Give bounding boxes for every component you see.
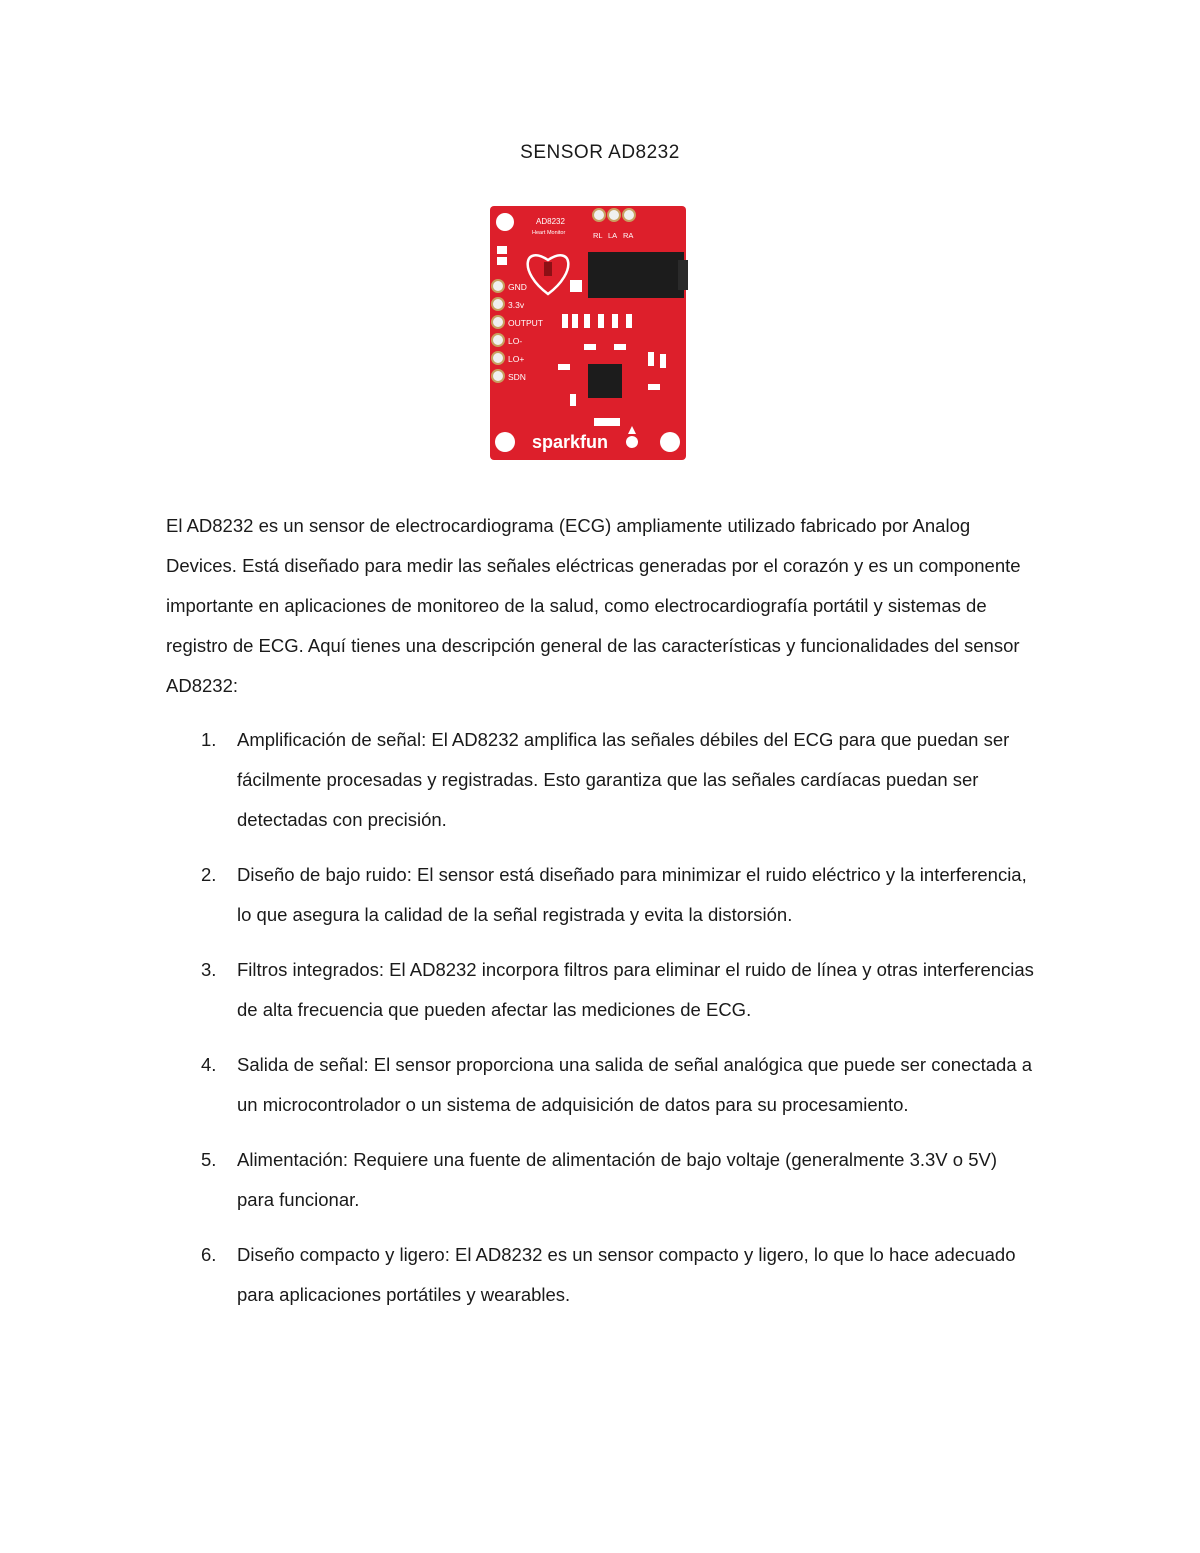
smd-resistor: [648, 352, 654, 366]
audio-jack-plug: [678, 260, 688, 290]
board-pcb: [490, 206, 686, 460]
pin-ra-pad: [623, 209, 635, 221]
features-list: [166, 720, 1036, 1330]
pin-pad-lo-plus: [492, 352, 504, 364]
pin-rl-pad: [593, 209, 605, 221]
list-item-text: Alimentación: Requiere una fuente de alimentación de bajo voltaje (generalmente 3.3V o 5V) para funcionar.: [237, 1149, 998, 1210]
smd-resistor: [562, 314, 568, 328]
pin-label-lo-minus: LO-: [508, 336, 523, 346]
board-chip-label: AD8232: [536, 217, 565, 226]
pin-pad-3v3: [492, 298, 504, 310]
pin-label-la: LA: [608, 231, 618, 240]
pin-label-rl: RL: [593, 231, 603, 240]
list-item: [166, 720, 1036, 840]
list-item-number: 5.: [201, 1149, 217, 1170]
list-item-text: Salida de señal: El sensor proporciona una salida de señal analógica que puede ser conectada a un microcontrolador o un sistema de adquisición de datos para su procesamiento.: [237, 1054, 1033, 1115]
board-subtitle-label: Heart Monitor: [532, 230, 566, 236]
pin-label-sdn: SDN: [508, 372, 526, 382]
list-item-number: 6.: [201, 1244, 217, 1265]
heart-led: [544, 262, 552, 276]
smd-resistor: [570, 394, 576, 406]
pin-label-ra: RA: [623, 231, 634, 240]
smd-resistor: [612, 314, 618, 328]
jack-marker: [570, 280, 582, 292]
pin-pad-output: [492, 316, 504, 328]
list-item: [166, 950, 1036, 1030]
smd-resistor: [598, 314, 604, 328]
pin-label-gnd: GND: [508, 282, 527, 292]
list-item-text: Diseño de bajo ruido: El sensor está diseñado para minimizar el ruido eléctrico y la interferencia, lo que asegura la calidad de la señal registrada y evita la distorsión.: [237, 864, 1027, 925]
list-item: [166, 1140, 1036, 1220]
list-item: [166, 1045, 1036, 1125]
pin-label-lo-plus: LO+: [508, 354, 525, 364]
pin-la-pad: [608, 209, 620, 221]
mount-hole: [660, 432, 680, 452]
mount-hole: [495, 432, 515, 452]
smd-capacitor: [558, 364, 570, 370]
list-item: [166, 855, 1036, 935]
smd-component: [594, 418, 620, 426]
list-item-number: 4.: [201, 1054, 217, 1075]
pin-label-output: OUTPUT: [508, 318, 543, 328]
list-item-text: Diseño compacto y ligero: El AD8232 es un sensor compacto y ligero, lo que lo hace adecuado para aplicaciones portátiles y wearables.: [237, 1244, 1016, 1305]
pin-pad-gnd: [492, 280, 504, 292]
list-item-number: 2.: [201, 864, 217, 885]
mount-hole: [496, 213, 514, 231]
document-title: SENSOR AD8232: [520, 142, 680, 163]
ad8232-ic-chip: [588, 364, 622, 398]
intro-paragraph: El AD8232 es un sensor de electrocardiograma (ECG) ampliamente utilizado fabricado por Analog Devices. Está diseñado para medir las señales eléctricas generadas por el corazón y es un componente importante en aplicaciones de monitoreo de la salud, como electrocardiografía portátil y sistemas de registro de ECG. Aquí tienes una descripción general de las características y funcionalidades del sensor AD8232:: [166, 515, 1021, 696]
smd-resistor: [572, 314, 578, 328]
list-item-number: 3.: [201, 959, 217, 980]
sparkfun-logo-text: sparkfun: [532, 432, 609, 452]
smd-resistor: [626, 314, 632, 328]
list-item-text: Amplificación de señal: El AD8232 amplifica las señales débiles del ECG para que puedan ser fácilmente procesadas y registradas. Esto garantiza que las señales cardíacas puedan ser detectadas con precisión.: [237, 729, 1010, 830]
pin-pad-lo-minus: [492, 334, 504, 346]
smd-capacitor: [614, 344, 626, 350]
smd-capacitor: [584, 344, 596, 350]
pin-pad-sdn: [492, 370, 504, 382]
smd-capacitor: [648, 384, 660, 390]
smd-resistor: [584, 314, 590, 328]
pin-label-3v3: 3.3v: [508, 300, 525, 310]
smd-resistor: [660, 354, 666, 368]
smd-led: [497, 257, 507, 265]
list-item-number: 1.: [201, 729, 217, 750]
list-item-text: Filtros integrados: El AD8232 incorpora filtros para eliminar el ruido de línea y otras interferencias de alta frecuencia que pueden afectar las mediciones de ECG.: [237, 959, 1034, 1020]
ad8232-board-image: [488, 204, 688, 462]
smd-led: [497, 246, 507, 254]
audio-jack: [588, 252, 684, 298]
list-item: [166, 1235, 1036, 1315]
